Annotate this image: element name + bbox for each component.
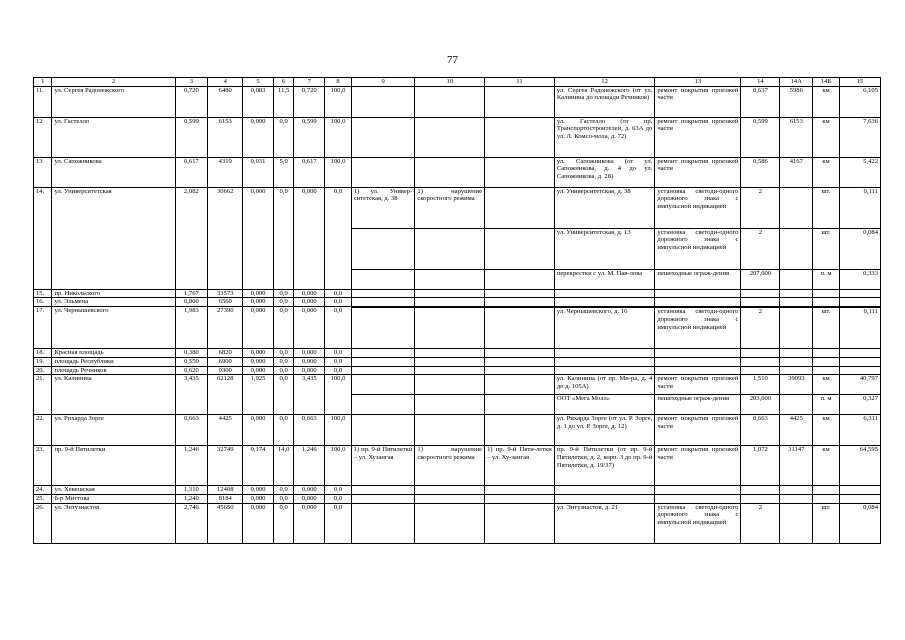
row-number: 15. bbox=[34, 289, 52, 298]
street-name: ул. Сапожникова bbox=[52, 157, 175, 187]
cell-value bbox=[351, 157, 415, 187]
cell-value bbox=[780, 269, 813, 289]
header-cell: 14А bbox=[780, 78, 813, 87]
work-type: установка светоди-одного дорожного знака с импульсной индикацией bbox=[655, 308, 741, 349]
cell-value bbox=[485, 269, 555, 289]
work-location: перекрестки с ул. М. Пав-лова bbox=[554, 269, 654, 289]
cell-value: 62128 bbox=[208, 375, 243, 415]
street-name: площадь Речников bbox=[52, 366, 175, 375]
cell-value: 6480 bbox=[208, 86, 243, 117]
cell-value: 11,5 bbox=[273, 86, 294, 117]
cell-value: 6560 bbox=[208, 298, 243, 307]
cell-value: 0,000 bbox=[294, 298, 325, 307]
cell-value: 0,0 bbox=[325, 357, 352, 366]
row-number: 17. bbox=[34, 307, 52, 349]
cell-value: 0,586 bbox=[741, 157, 780, 187]
cell-value: 6900 bbox=[208, 357, 243, 366]
header-cell: 10 bbox=[415, 78, 485, 87]
cell-value bbox=[351, 415, 415, 446]
work-location: ул. Чернышевского, д. 16 bbox=[554, 308, 654, 349]
cell-value: 45650 bbox=[208, 503, 243, 543]
cell-value: 6820 bbox=[208, 349, 243, 358]
cell-value: 0,000 bbox=[294, 357, 325, 366]
cell-value: 0,000 bbox=[243, 289, 274, 298]
cell-value: км bbox=[813, 415, 840, 446]
table-row bbox=[34, 366, 881, 375]
cell-value: 0,599 bbox=[294, 117, 325, 157]
cell-value: 33573 bbox=[208, 289, 243, 298]
cell-value bbox=[351, 503, 415, 543]
row-number: 14. bbox=[34, 187, 52, 289]
cell-value: 0,0 bbox=[273, 187, 294, 289]
cell-value bbox=[351, 228, 415, 269]
street-name: ул. Энтузиастов bbox=[52, 503, 175, 543]
cell-value: 0,000 bbox=[294, 503, 325, 543]
cell-value: 100,0 bbox=[325, 415, 352, 446]
work-location: ул. Сергея Радонежского (от ул. Калинина до площади Речников) bbox=[554, 86, 654, 117]
work-location: ул. Гастелло (от пр. Транспортостроителей, д. 63А до ул. Л. Комсо-мола, д. 72) bbox=[554, 117, 654, 157]
cell-value: 0,111 bbox=[839, 308, 880, 349]
cell-value: 14,0 bbox=[273, 446, 294, 486]
cell-value: 100,0 bbox=[325, 86, 352, 117]
work-type: установка светоди-одного дорожного знака с импульсной индикацией bbox=[655, 228, 741, 269]
cell-value: 100,0 bbox=[325, 375, 352, 415]
cell-value: 1,510 bbox=[741, 375, 780, 395]
cell-value: 0,0 bbox=[325, 503, 352, 543]
row-number: 23. bbox=[34, 446, 52, 486]
cell-value: 5,0 bbox=[273, 157, 294, 187]
cell-value bbox=[351, 269, 415, 289]
cell-value: 100,0 bbox=[325, 157, 352, 187]
cell-value: 0,000 bbox=[243, 357, 274, 366]
cell-value: 0,0 bbox=[273, 307, 294, 349]
cell-value: 9300 bbox=[208, 366, 243, 375]
cell-value bbox=[485, 187, 555, 228]
cell-value: 0,000 bbox=[243, 415, 274, 446]
cell-value: 0,000 bbox=[294, 494, 325, 503]
header-cell: 1 bbox=[34, 78, 52, 87]
header-cell: 12 bbox=[554, 78, 654, 87]
cell-value: 0,0 bbox=[273, 366, 294, 375]
cell-value bbox=[485, 415, 555, 446]
cell-value bbox=[351, 86, 415, 117]
cell-value: 6,311 bbox=[839, 415, 880, 446]
cell-value: 0,663 bbox=[741, 415, 780, 446]
cell-value: 3,435 bbox=[294, 375, 325, 415]
work-location: пр. 9-й Пятилетки (от пр. 9-й Пятилетки, д. 2, корп. 3 до пр. 9-й Пятилетки, д. 19/37) bbox=[554, 446, 654, 486]
cell-value bbox=[780, 503, 813, 543]
cell-value: 0,0 bbox=[325, 494, 352, 503]
cell-value: 12408 bbox=[208, 486, 243, 495]
cell-value: 7,636 bbox=[839, 117, 880, 157]
cell-value: 40,797 bbox=[839, 375, 880, 395]
cell-value: 0,0 bbox=[273, 494, 294, 503]
monitor-location: 1) пр. 9-й Пятилетки – ул. Хузангая bbox=[351, 446, 415, 486]
cell-value: шт. bbox=[813, 187, 840, 228]
table-row bbox=[34, 494, 881, 503]
cell-value: п. м bbox=[813, 269, 840, 289]
cell-value: 3,435 bbox=[175, 375, 208, 415]
row-number: 21. bbox=[34, 375, 52, 415]
table-row bbox=[34, 86, 881, 117]
cell-value: 64,595 bbox=[839, 446, 880, 486]
cell-value bbox=[351, 375, 415, 395]
work-type: ремонт покрытия проезжей части bbox=[655, 157, 741, 187]
cell-value bbox=[351, 117, 415, 157]
cell-value: 1,072 bbox=[741, 446, 780, 486]
header-cell: 4 bbox=[208, 78, 243, 87]
cell-value: 0,000 bbox=[243, 298, 274, 307]
cell-value: 6,105 bbox=[839, 86, 880, 117]
cell-value: 1,246 bbox=[294, 446, 325, 486]
table-row bbox=[34, 298, 881, 307]
cell-value bbox=[415, 415, 485, 446]
cell-value: 6153 bbox=[208, 117, 243, 157]
cell-value: 0,327 bbox=[839, 395, 880, 415]
cell-value: 0,083 bbox=[243, 86, 274, 117]
cell-value bbox=[780, 395, 813, 415]
cell-value: 0,000 bbox=[243, 307, 274, 349]
table-row bbox=[34, 375, 881, 395]
table-row bbox=[34, 503, 881, 543]
cell-value: 0,000 bbox=[243, 366, 274, 375]
header-cell: 8 bbox=[325, 78, 352, 87]
cell-value: 0,000 bbox=[294, 289, 325, 298]
cell-value: 0,0 bbox=[273, 486, 294, 495]
cell-value: 2 bbox=[741, 228, 780, 269]
cell-value: 0,720 bbox=[294, 86, 325, 117]
cell-value: 207,000 bbox=[741, 269, 780, 289]
cell-value: 0,000 bbox=[294, 486, 325, 495]
monitor-location: 1) ул. Универ-ситетская, д. 38 bbox=[351, 187, 415, 228]
cell-value: 1,767 bbox=[175, 289, 208, 298]
cell-value: 0,380 bbox=[175, 349, 208, 358]
row-number: 26. bbox=[34, 503, 52, 543]
cell-value: 0,0 bbox=[325, 486, 352, 495]
row-number: 19. bbox=[34, 357, 52, 366]
row-number: 12 bbox=[34, 117, 52, 157]
table-row bbox=[34, 486, 881, 495]
cell-value: 0,000 bbox=[294, 349, 325, 358]
cell-value bbox=[485, 117, 555, 157]
row-number: 13 bbox=[34, 157, 52, 187]
cell-value: 4425 bbox=[208, 415, 243, 446]
cell-value bbox=[415, 503, 485, 543]
cell-value: 30662 bbox=[208, 187, 243, 289]
cell-value: 0,333 bbox=[839, 269, 880, 289]
cell-value: 0,550 bbox=[175, 357, 208, 366]
cell-value: 203,000 bbox=[741, 395, 780, 415]
row-number: 18. bbox=[34, 349, 52, 358]
work-location: ул. Калинина (от пр. Ми-ра, д. 4 до д. 105А) bbox=[554, 375, 654, 395]
cell-value: 0,000 bbox=[243, 349, 274, 358]
table-row bbox=[34, 117, 881, 157]
cell-value: 0,084 bbox=[839, 503, 880, 543]
cell-value bbox=[415, 157, 485, 187]
cell-value: 2 bbox=[741, 503, 780, 543]
table-row bbox=[34, 357, 881, 366]
street-name: ул. Эльмена bbox=[52, 298, 175, 307]
cell-value: 0,000 bbox=[294, 307, 325, 349]
cell-value bbox=[415, 117, 485, 157]
street-name: б-р Миттова bbox=[52, 494, 175, 503]
cell-value bbox=[780, 308, 813, 349]
header-row bbox=[34, 78, 881, 87]
cell-value bbox=[351, 308, 415, 349]
street-name: пр. 9-й Пятилетки bbox=[52, 446, 175, 486]
street-name: ул. Хевешская bbox=[52, 486, 175, 495]
cell-value: 1,246 bbox=[175, 446, 208, 486]
complex-location: 1) пр. 9-й Пяти-летки – ул. Ху-зангая bbox=[485, 446, 555, 486]
cell-value: 0,617 bbox=[294, 157, 325, 187]
cell-value bbox=[415, 308, 485, 349]
cell-value bbox=[780, 228, 813, 269]
cell-value bbox=[415, 395, 485, 415]
work-location: ул. Энтузиастов, д. 21 bbox=[554, 503, 654, 543]
cell-value: 0,0 bbox=[273, 289, 294, 298]
cell-value: 0,637 bbox=[741, 86, 780, 117]
cell-value: 0,000 bbox=[243, 117, 274, 157]
row-number: 25. bbox=[34, 494, 52, 503]
cell-value: 31147 bbox=[780, 446, 813, 486]
cell-value: 0,000 bbox=[243, 486, 274, 495]
header-cell: 13 bbox=[655, 78, 741, 87]
work-location: ул. Сапожникова (от ул. Сапожникова, д. 4 до ул. Сапожникова, д. 28) bbox=[554, 157, 654, 187]
cell-value: 0,0 bbox=[273, 349, 294, 358]
cell-value: 0,620 bbox=[175, 366, 208, 375]
cell-value: 1,983 bbox=[175, 307, 208, 349]
table-row bbox=[34, 157, 881, 187]
cell-value bbox=[485, 395, 555, 415]
cell-value: 0,0 bbox=[273, 357, 294, 366]
street-name: ул. Калинина bbox=[52, 375, 175, 415]
cell-value: 0,0 bbox=[273, 375, 294, 415]
cell-value bbox=[780, 187, 813, 228]
table-row bbox=[34, 446, 881, 486]
cell-value: 0,174 bbox=[243, 446, 274, 486]
cell-value: 0,0 bbox=[325, 307, 352, 349]
street-name: пр. Никольского bbox=[52, 289, 175, 298]
work-location: ул. Университетская, д. 13 bbox=[554, 228, 654, 269]
work-type: ремонт покрытия проезжей части bbox=[655, 375, 741, 395]
work-type: ремонт покрытия проезжей части bbox=[655, 86, 741, 117]
cell-value: 0,0 bbox=[325, 187, 352, 289]
row-number: 20. bbox=[34, 366, 52, 375]
cell-value: 0,0 bbox=[273, 503, 294, 543]
cell-value bbox=[485, 228, 555, 269]
header-cell: 7 bbox=[294, 78, 325, 87]
cell-value: шт. bbox=[813, 308, 840, 349]
header-cell: 14Б bbox=[813, 78, 840, 87]
page-number: 77 bbox=[447, 54, 458, 66]
cell-value bbox=[415, 228, 485, 269]
cell-value: 0,599 bbox=[175, 117, 208, 157]
header-cell: 6 bbox=[273, 78, 294, 87]
cell-value: 0,000 bbox=[243, 187, 274, 289]
cell-value bbox=[415, 86, 485, 117]
cell-value: 32749 bbox=[208, 446, 243, 486]
cell-value: 0,0 bbox=[273, 117, 294, 157]
cell-value: 0,111 bbox=[839, 187, 880, 228]
work-type: установка светоди-одного дорожного знака с импульсной индикацией bbox=[655, 503, 741, 543]
cell-value: 2 bbox=[741, 187, 780, 228]
street-name: площадь Республики bbox=[52, 357, 175, 366]
cell-value: 4425 bbox=[780, 415, 813, 446]
cell-value: 8184 bbox=[208, 494, 243, 503]
cell-value: 0,0 bbox=[273, 415, 294, 446]
cell-value: 5,422 bbox=[839, 157, 880, 187]
road-works-table bbox=[33, 77, 881, 544]
cell-value: 0,084 bbox=[839, 228, 880, 269]
cell-value: 4167 bbox=[780, 157, 813, 187]
table-row bbox=[34, 187, 881, 228]
work-type: ремонт покрытия проезжей части bbox=[655, 446, 741, 486]
street-name: ул. Чернышевского bbox=[52, 307, 175, 349]
cell-value: п. м bbox=[813, 395, 840, 415]
cell-value: 0,0 bbox=[325, 289, 352, 298]
cell-value: км bbox=[813, 375, 840, 395]
work-type: ремонт покрытия проезжей части bbox=[655, 117, 741, 157]
cell-value: 0,000 bbox=[243, 494, 274, 503]
cell-value bbox=[485, 308, 555, 349]
street-name: ул. Сергея Радонежского bbox=[52, 86, 175, 117]
row-number: 24. bbox=[34, 486, 52, 495]
cell-value: 0,663 bbox=[175, 415, 208, 446]
work-type: ремонт покрытия проезжей части bbox=[655, 415, 741, 446]
cell-value: шт. bbox=[813, 228, 840, 269]
cell-value: 4319 bbox=[208, 157, 243, 187]
cell-value bbox=[485, 503, 555, 543]
cell-value: 5986 bbox=[780, 86, 813, 117]
violation-type: 1) нарушение скоростного режима bbox=[415, 187, 485, 228]
row-number: 22. bbox=[34, 415, 52, 446]
cell-value: км bbox=[813, 446, 840, 486]
cell-value: км bbox=[813, 157, 840, 187]
cell-value: 0,663 bbox=[294, 415, 325, 446]
cell-value bbox=[415, 375, 485, 395]
cell-value: 2,082 bbox=[175, 187, 208, 289]
header-cell: 5 bbox=[243, 78, 274, 87]
cell-value: шт. bbox=[813, 503, 840, 543]
street-name: ул. Гастелло bbox=[52, 117, 175, 157]
cell-value: 0,599 bbox=[741, 117, 780, 157]
header-cell: 9 bbox=[351, 78, 415, 87]
table-row bbox=[34, 415, 881, 446]
cell-value: 1,240 bbox=[175, 494, 208, 503]
cell-value: 39093 bbox=[780, 375, 813, 395]
cell-value: 1,310 bbox=[175, 486, 208, 495]
cell-value: 0,0 bbox=[325, 349, 352, 358]
work-location: ул. Университетская, д. 38 bbox=[554, 187, 654, 228]
cell-value bbox=[351, 395, 415, 415]
header-cell: 11 bbox=[485, 78, 555, 87]
row-number: 11. bbox=[34, 86, 52, 117]
street-name: ул. Рихарда Зорге bbox=[52, 415, 175, 446]
cell-value: 0,617 bbox=[175, 157, 208, 187]
table-row bbox=[34, 289, 881, 298]
cell-value: 0,800 bbox=[175, 298, 208, 307]
violation-type: 1) нарушение скоростного режима bbox=[415, 446, 485, 486]
street-name: Красная площадь bbox=[52, 349, 175, 358]
cell-value: 1,925 bbox=[243, 375, 274, 415]
cell-value: 0,720 bbox=[175, 86, 208, 117]
table-row bbox=[34, 349, 881, 358]
cell-value: 2,746 bbox=[175, 503, 208, 543]
cell-value: 100,0 bbox=[325, 446, 352, 486]
work-location: ООТ «Мега Молл» bbox=[554, 395, 654, 415]
cell-value bbox=[485, 157, 555, 187]
cell-value: 0,031 bbox=[243, 157, 274, 187]
header-cell: 2 bbox=[52, 78, 175, 87]
work-type: установка светоди-одного дорожного знака с импульсной индикацией bbox=[655, 187, 741, 228]
cell-value: 0,000 bbox=[294, 366, 325, 375]
cell-value bbox=[485, 86, 555, 117]
work-type: пешеходные ограж-дения bbox=[655, 395, 741, 415]
cell-value: км bbox=[813, 117, 840, 157]
cell-value: 0,0 bbox=[325, 366, 352, 375]
cell-value: 0,0 bbox=[325, 298, 352, 307]
cell-value bbox=[485, 375, 555, 395]
cell-value: 6153 bbox=[780, 117, 813, 157]
cell-value bbox=[415, 269, 485, 289]
cell-value: 0,0 bbox=[273, 298, 294, 307]
cell-value: 2 bbox=[741, 308, 780, 349]
cell-value: 0,000 bbox=[243, 503, 274, 543]
row-number: 16. bbox=[34, 298, 52, 307]
cell-value: 100,0 bbox=[325, 117, 352, 157]
work-location: ул. Рихарда Зорге (от ул. Р. Зорге, д. 1 до ул. Р. Зорге, д. 12) bbox=[554, 415, 654, 446]
header-cell: 3 bbox=[175, 78, 208, 87]
work-type: пешеходные ограж-дения bbox=[655, 269, 741, 289]
header-cell: 15 bbox=[839, 78, 880, 87]
cell-value: 0,000 bbox=[294, 187, 325, 289]
street-name: ул. Университетская bbox=[52, 187, 175, 289]
cell-value: км bbox=[813, 86, 840, 117]
cell-value: 27390 bbox=[208, 307, 243, 349]
header-cell: 14 bbox=[741, 78, 780, 87]
